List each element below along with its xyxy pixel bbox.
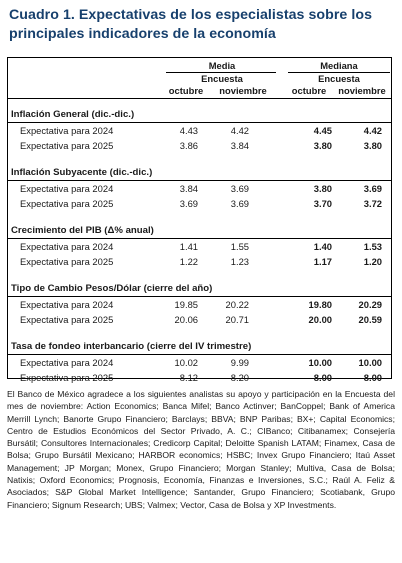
- header-media-noviembre: noviembre: [219, 85, 267, 96]
- section-rule: [8, 180, 391, 181]
- cell-media-oct: 20.06: [174, 314, 198, 325]
- header-mediana-octubre: octubre: [291, 85, 327, 96]
- cell-mediana-oct: 1.40: [313, 241, 332, 252]
- row-label: Expectativa para 2024: [20, 125, 114, 136]
- row-label: Expectativa para 2025: [20, 314, 114, 325]
- row-label: Expectativa para 2024: [20, 241, 114, 252]
- cell-media-nov: 20.22: [225, 299, 249, 310]
- cell-media-oct: 19.85: [174, 299, 198, 310]
- cell-mediana-oct: 1.17: [313, 256, 332, 267]
- cell-mediana-nov: 20.59: [358, 314, 382, 325]
- cell-mediana-nov: 4.42: [363, 125, 382, 136]
- cell-media-nov: 1.55: [230, 241, 249, 252]
- cell-media-nov: 3.69: [230, 183, 249, 194]
- cell-media-oct: 4.43: [179, 125, 198, 136]
- section-title: Inflación Subyacente (dic.-dic.): [11, 167, 153, 178]
- section-title: Tasa de fondeo interbancario (cierre del IV trimestre): [11, 341, 252, 352]
- header-media-octubre: octubre: [168, 85, 204, 96]
- row-label: Expectativa para 2025: [20, 140, 114, 151]
- cell-mediana-oct: 20.00: [308, 314, 332, 325]
- cell-mediana-oct: 3.80: [313, 140, 332, 151]
- section-rule: [8, 238, 391, 239]
- section-rule: [8, 296, 391, 297]
- cell-media-oct: 3.86: [179, 140, 198, 151]
- row-label: Expectativa para 2025: [20, 198, 114, 209]
- cell-media-nov: 3.69: [230, 198, 249, 209]
- row-label: Expectativa para 2024: [20, 357, 114, 368]
- section-title: Tipo de Cambio Pesos/Dólar (cierre del año): [11, 283, 213, 294]
- cell-mediana-oct: 4.45: [313, 125, 332, 136]
- cell-media-oct: 8.12: [179, 372, 198, 383]
- cell-mediana-nov: 20.29: [358, 299, 382, 310]
- cell-mediana-nov: 1.20: [363, 256, 382, 267]
- cell-mediana-oct: 10.00: [308, 357, 332, 368]
- row-label: Expectativa para 2024: [20, 183, 114, 194]
- cell-mediana-nov: 3.72: [363, 198, 382, 209]
- cell-media-nov: 8.20: [230, 372, 249, 383]
- cell-mediana-oct: 8.00: [313, 372, 332, 383]
- header-media: Media: [208, 60, 236, 71]
- section-rule: [8, 354, 391, 355]
- cell-media-oct: 1.22: [179, 256, 198, 267]
- cell-mediana-oct: 19.80: [308, 299, 332, 310]
- cell-mediana-nov: 8.00: [363, 372, 382, 383]
- header-mediana-encuesta: Encuesta: [318, 73, 360, 84]
- header-media-encuesta: Encuesta: [201, 73, 243, 84]
- section-rule: [8, 122, 391, 123]
- cell-mediana-oct: 3.80: [313, 183, 332, 194]
- cell-mediana-oct: 3.70: [313, 198, 332, 209]
- cell-media-nov: 1.23: [230, 256, 249, 267]
- header-mediana: Mediana: [320, 60, 358, 71]
- footnote: El Banco de México agradece a los siguientes analistas su apoyo y participación en la Encuesta del mes de noviembre: Action Economics; Banca Mifel; Banco Actinver; BanCoppel; Bank of America Merrill Lynch; Banorte Grupo Financiero; Barclays; BBVA; BNP Paribas; BX+; Capital Economics; Centro de Estudios Económicos del Sector Privado, A. C.; CIBanco; Citibanamex; Consejería Bursátil; Consultores Internacionales; Credicorp Capital; Deloitte Spanish LATAM; Finamex, Casa de Bolsa; Grupo Bursátil Mexicano; HARBOR economics; HSBC; Invex Grupo Financiero; Itaú Asset Management; JP Morgan; Monex, Grupo Financiero; Morgan Stanley; Multiva, Casa de Bolsa; Natixis; Oxford Economics; Prognosis, Economía, Finanzas e Inversiones, S.C.; Raúl A. Feliz & Asociados; S&P Global Market Intelligence; Santander, Grupo Financiero; Scotiabank, Grupo Financiero; Signum Research; UBS; Valmex; Vector, Casa de Bolsa y XP Investments.: [7, 389, 395, 510]
- row-label: Expectativa para 2024: [20, 299, 114, 310]
- cell-media-nov: 4.42: [230, 125, 249, 136]
- row-label: Expectativa para 2025: [20, 256, 114, 267]
- cell-media-nov: 20.71: [225, 314, 249, 325]
- cell-mediana-nov: 10.00: [358, 357, 382, 368]
- cell-mediana-nov: 3.80: [363, 140, 382, 151]
- row-label: Expectativa para 2025: [20, 372, 114, 383]
- header-bottom-rule: [8, 98, 391, 99]
- cell-mediana-nov: 3.69: [363, 183, 382, 194]
- cell-media-nov: 9.99: [230, 357, 249, 368]
- cell-media-oct: 3.69: [179, 198, 198, 209]
- section-title: Inflación General (dic.-dic.): [11, 109, 135, 120]
- cell-mediana-nov: 1.53: [363, 241, 382, 252]
- cell-media-nov: 3.84: [230, 140, 249, 151]
- cell-media-oct: 10.02: [174, 357, 198, 368]
- header-mediana-noviembre: noviembre: [338, 85, 386, 96]
- table-title: Cuadro 1. Expectativas de los especialistas sobre los principales indicadores de la economía: [9, 7, 373, 42]
- cell-media-oct: 3.84: [179, 183, 198, 194]
- cell-media-oct: 1.41: [179, 241, 198, 252]
- section-title: Crecimiento del PIB (Δ% anual): [11, 225, 154, 236]
- expectations-table: [7, 57, 392, 383]
